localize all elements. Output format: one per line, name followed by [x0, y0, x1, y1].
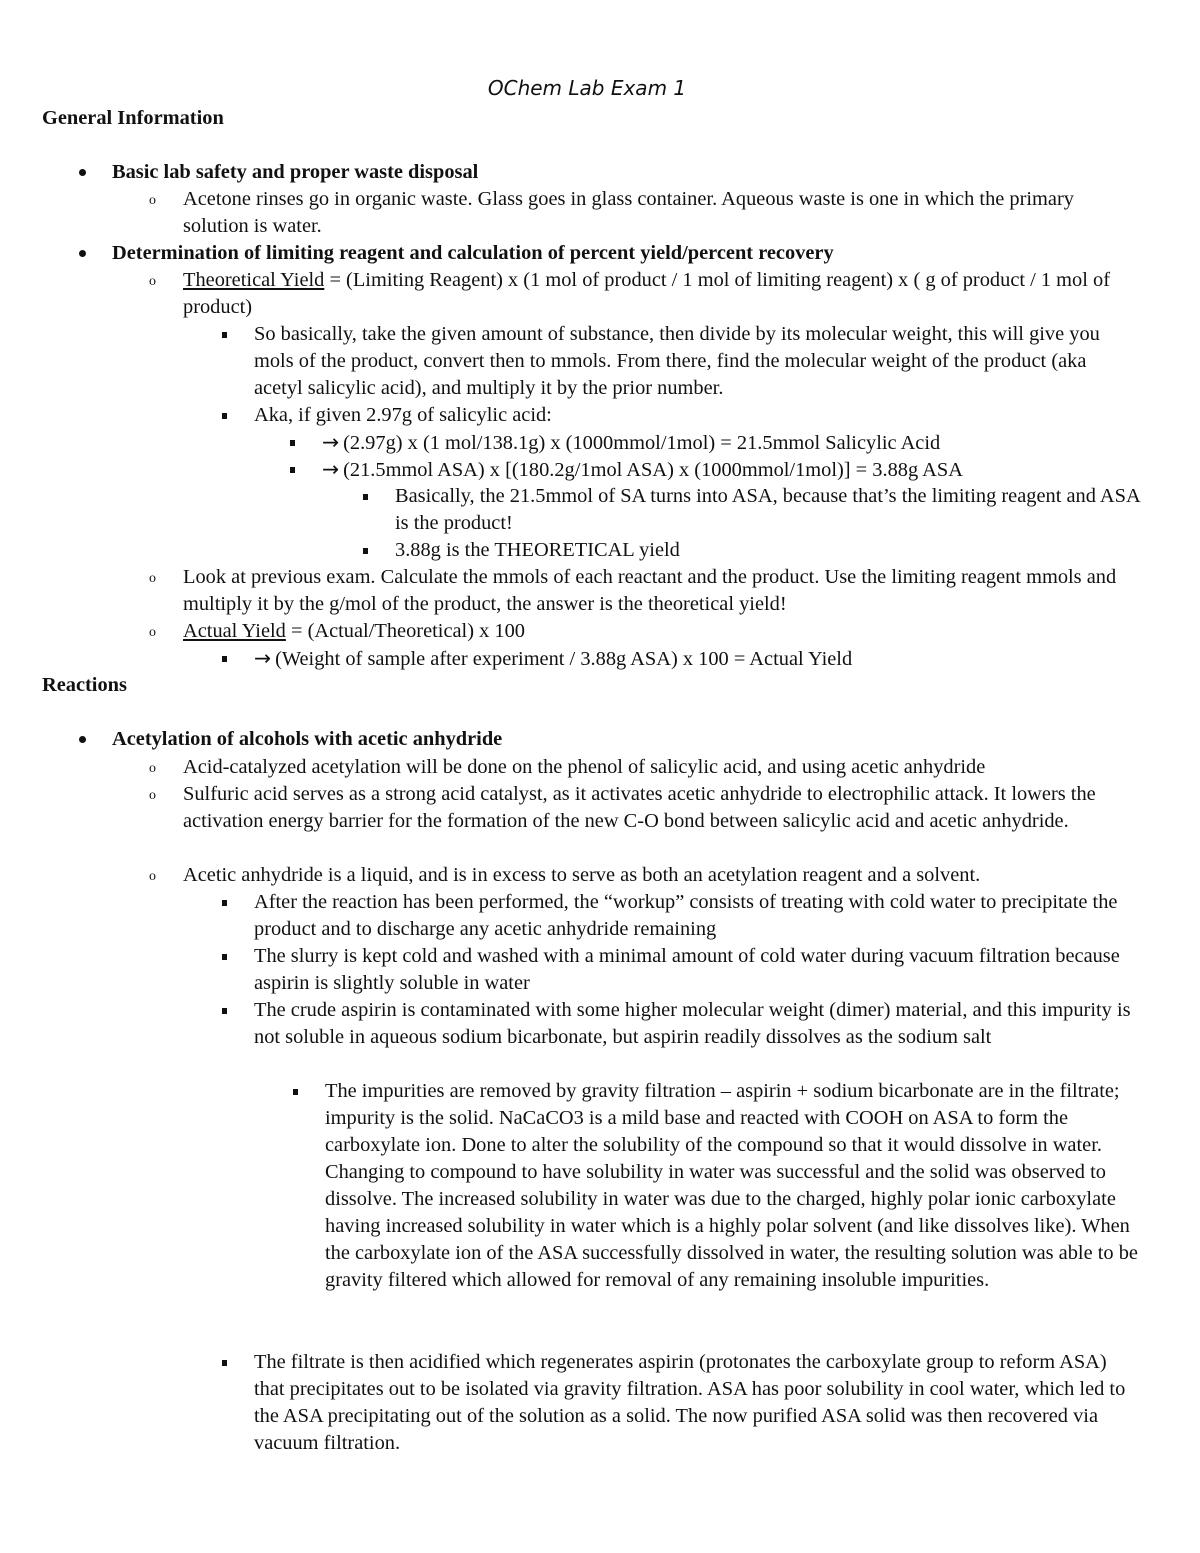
actual-yield-label: Actual Yield — [183, 620, 286, 642]
list-item-text: The crude aspirin is contaminated with some higher molecular weight (dimer) material, and this impurity is not soluble in aqueous sodium bicarbonate, but aspirin readily dissolves as the sodium salt — [254, 999, 1131, 1048]
list-item — [254, 943, 1140, 997]
list-item-text: Acetic anhydride is a liquid, and is in excess to serve as both an acetylation reagent and a solvent. — [183, 864, 981, 886]
square-bullet-icon — [222, 656, 227, 662]
list-item — [254, 1349, 1140, 1457]
circle-bullet-icon: o — [149, 274, 156, 289]
list-item — [112, 159, 1140, 186]
square-bullet-icon — [363, 494, 368, 500]
square-bullet-icon — [222, 332, 227, 338]
calculation-text: (Weight of sample after experiment / 3.88g ASA) x 100 = Actual Yield — [275, 648, 853, 670]
section-heading-general: General Information — [42, 107, 224, 129]
list-item — [149, 267, 1140, 321]
arrow-right-icon: → — [322, 430, 340, 454]
list-item-text: Determination of limiting reagent and calculation of percent yield/percent recovery — [112, 242, 834, 264]
circle-bullet-icon: o — [149, 571, 156, 586]
list-item — [254, 321, 1140, 402]
list-item — [149, 862, 1140, 889]
square-bullet-icon — [222, 954, 227, 960]
square-bullet-icon — [293, 1089, 298, 1095]
theoretical-yield-formula: = (Limiting Reagent) x (1 mol of product / 1 mol of limiting reagent) x ( g of product / 1 mol of product) — [183, 269, 1110, 318]
list-item-text: So basically, take the given amount of substance, then divide by its molecular weight, this will give you mols of the product, convert then to mmols. From there, find the molecular weight of the product (aka acetyl salicylic acid), and multiply it by the prior number. — [254, 323, 1100, 399]
list-item — [149, 564, 1140, 618]
square-bullet-icon — [222, 1008, 227, 1014]
list-item — [395, 537, 1140, 564]
page-title: OChem Lab Exam 1 — [487, 76, 687, 100]
list-item-text: The filtrate is then acidified which regenerates aspirin (protonates the carboxylate group to reform ASA) that precipitates out to be isolated via gravity filtration. ASA has poor solubility in cool water, which led to the ASA precipitating out of the solution as a solid. The now purified ASA solid was then recovered via vacuum filtration. — [254, 1351, 1126, 1454]
theoretical-yield-label: Theoretical Yield — [183, 269, 325, 291]
list-item — [254, 645, 1140, 673]
circle-bullet-icon: o — [149, 761, 156, 776]
list-item-text: Acetylation of alcohols with acetic anhydride — [112, 728, 503, 750]
list-item — [254, 997, 1140, 1051]
list-item-text — [322, 456, 1140, 484]
list-item-text — [254, 645, 1140, 673]
list-item — [149, 754, 1140, 781]
calculation-text: (21.5mmol ASA) x [(180.2g/1mol ASA) x (1000mmol/1mol)] = 3.88g ASA — [343, 459, 963, 481]
list-item — [112, 726, 1140, 753]
circle-bullet-icon: o — [149, 788, 156, 803]
list-item-text: The slurry is kept cold and washed with a minimal amount of cold water during vacuum filtration because aspirin is slightly soluble in water — [254, 945, 1120, 994]
list-item — [149, 186, 1140, 240]
arrow-right-icon: → — [254, 646, 272, 670]
list-item — [322, 429, 1140, 457]
list-item-text — [322, 429, 1140, 457]
circle-bullet-icon: o — [149, 193, 156, 208]
arrow-right-icon: → — [322, 457, 340, 481]
list-item — [254, 889, 1140, 943]
list-item-text: Acid-catalyzed acetylation will be done on the phenol of salicylic acid, and using acetic anhydride — [183, 756, 986, 778]
list-item — [322, 456, 1140, 484]
square-bullet-icon — [290, 440, 295, 446]
list-item — [112, 240, 1140, 267]
actual-yield-formula: = (Actual/Theoretical) x 100 — [285, 620, 525, 642]
bullet-dot-icon — [79, 736, 86, 743]
list-item-text: Look at previous exam. Calculate the mmols of each reactant and the product. Use the limiting reagent mmols and multiply it by the g/mol of the product, the answer is the theoretical yield! — [183, 566, 1117, 615]
list-item-text — [183, 618, 1140, 645]
calculation-text: (2.97g) x (1 mol/138.1g) x (1000mmol/1mol) = 21.5mmol Salicylic Acid — [343, 432, 941, 454]
list-item-text: The impurities are removed by gravity filtration – aspirin + sodium bicarbonate are in the filtrate; impurity is the solid. NaCaCO3 is a mild base and reacted with COOH on ASA to form the carboxylate ion. Done to alter the solubility of the compound so that it would dissolve in water. Changing to compound to have solubility in water was successful and the solid was observed to dissolve. The increased solubility in water was due to the charged, highly polar ionic carboxylate having increased solubility in water which is a highly polar solvent (and like dissolves like). When the carboxylate ion of the ASA successfully dissolved in water, the resulting solution was able to be gravity filtered which allowed for removal of any remaining insoluble impurities. — [325, 1080, 1138, 1291]
list-item-text: Basically, the 21.5mmol of SA turns into ASA, because that’s the limiting reagent and ASA is the product! — [395, 485, 1140, 534]
list-item-text: Acetone rinses go in organic waste. Glass goes in glass container. Aqueous waste is one in which the primary solution is water. — [183, 188, 1074, 237]
circle-bullet-icon: o — [149, 869, 156, 884]
list-item-text — [183, 267, 1140, 321]
list-item-text: Basic lab safety and proper waste disposal — [112, 161, 479, 183]
list-item-text: 3.88g is the THEORETICAL yield — [395, 539, 680, 561]
square-bullet-icon — [290, 467, 295, 473]
list-item — [254, 402, 1140, 429]
square-bullet-icon — [363, 548, 368, 554]
square-bullet-icon — [222, 413, 227, 419]
list-item — [325, 1078, 1140, 1294]
square-bullet-icon — [222, 900, 227, 906]
section-heading-reactions: Reactions — [42, 674, 127, 696]
list-item — [149, 781, 1140, 835]
list-item-text: After the reaction has been performed, the “workup” consists of treating with cold water to precipitate the product and to discharge any acetic anhydride remaining — [254, 891, 1118, 940]
square-bullet-icon — [222, 1360, 227, 1366]
list-item — [149, 618, 1140, 645]
bullet-dot-icon — [79, 250, 86, 257]
circle-bullet-icon: o — [149, 625, 156, 640]
list-item-text: Sulfuric acid serves as a strong acid catalyst, as it activates acetic anhydride to electrophilic attack. It lowers the activation energy barrier for the formation of the new C-O bond between salicylic acid and acetic anhydride. — [183, 783, 1096, 832]
bullet-dot-icon — [79, 169, 86, 176]
list-item — [395, 483, 1140, 537]
list-item-text: Aka, if given 2.97g of salicylic acid: — [254, 404, 552, 426]
